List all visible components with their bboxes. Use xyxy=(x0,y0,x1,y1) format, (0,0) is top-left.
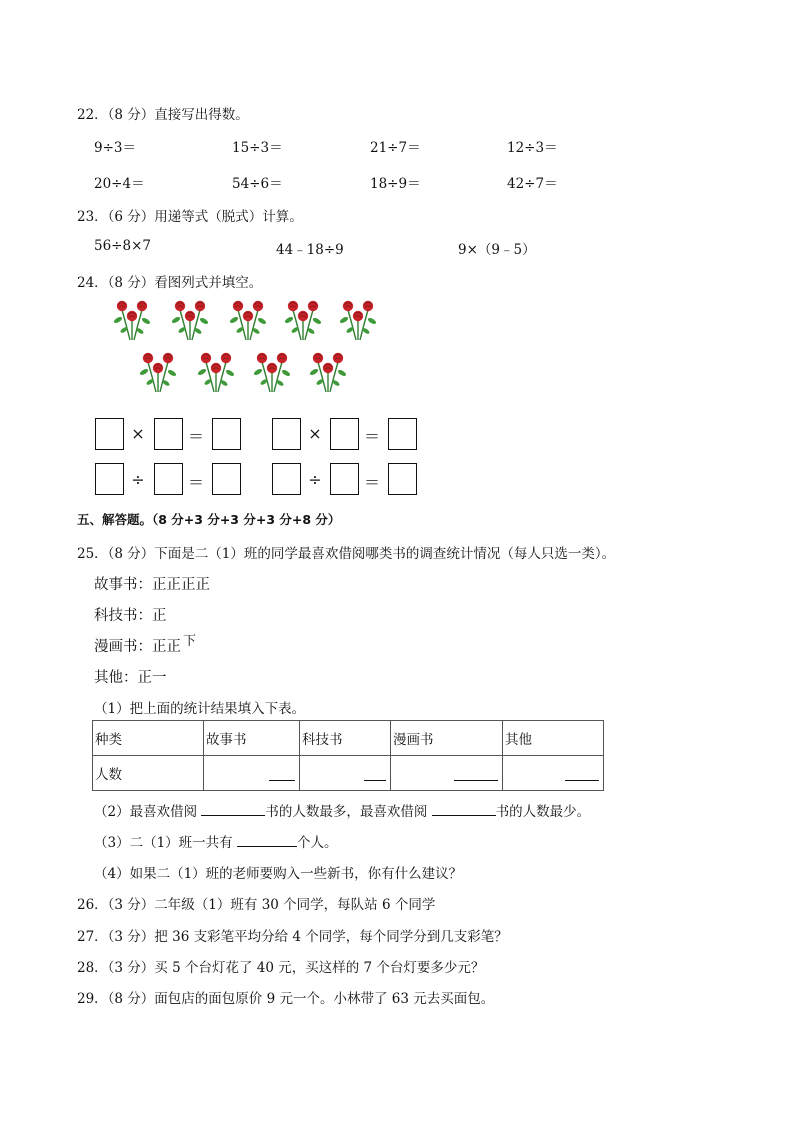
q22-title: 22．（8 分）直接写出得数。 xyxy=(77,107,249,123)
tally-science xyxy=(94,604,167,625)
q22-item: 9÷3＝ xyxy=(94,140,136,156)
answer-box[interactable] xyxy=(154,418,183,450)
q23-item: 9×（9﹣5） xyxy=(458,242,536,258)
tally-label: 漫画书： xyxy=(94,639,152,655)
answer-box[interactable] xyxy=(212,463,241,495)
table-header-cell: 漫画书 xyxy=(391,721,503,756)
answer-box[interactable] xyxy=(388,418,417,450)
tally-marks: 正正正正 xyxy=(152,577,210,593)
q25-sub4: （4）如果二（1）班的老师要购入一些新书，你有什么建议？ xyxy=(94,866,463,882)
tally-story xyxy=(94,573,210,594)
table-header-row xyxy=(93,721,604,756)
blank-line[interactable] xyxy=(237,832,297,847)
q22-item: 21÷7＝ xyxy=(370,140,421,156)
q22-item: 15÷3＝ xyxy=(232,140,283,156)
q29-text: 29．（8 分）面包店的面包原价 9 元一个。小林带了 63 元去买面包。 xyxy=(77,991,495,1007)
rose-flowers-picture xyxy=(100,292,400,410)
tally-label: 故事书： xyxy=(94,577,152,593)
q23-item: 44﹣18÷9 xyxy=(276,242,344,258)
statistics-table xyxy=(92,720,604,791)
tally-label: 科技书： xyxy=(94,608,152,624)
blank-line[interactable] xyxy=(432,801,496,816)
tally-marks: 正 xyxy=(152,608,167,624)
answer-box[interactable] xyxy=(330,418,359,450)
tally-partial-mark: 下 xyxy=(183,634,197,649)
equals-sign: ＝ xyxy=(187,473,204,492)
table-row xyxy=(93,756,604,791)
table-header-cell: 故事书 xyxy=(204,721,300,756)
equals-sign: ＝ xyxy=(363,427,380,446)
equals-sign: ＝ xyxy=(187,427,204,446)
q23-title: 23．（6 分）用递等式（脱式）计算。 xyxy=(77,209,303,225)
q22-item: 42÷7＝ xyxy=(507,176,558,192)
q28-text: 28．（3 分）买 5 个台灯花了 40 元，买这样的 7 个台灯要多少元？ xyxy=(77,960,485,976)
times-sign: × xyxy=(308,424,322,443)
answer-box[interactable] xyxy=(212,418,241,450)
q24-title: 24．（8 分）看图列式并填空。 xyxy=(77,275,263,291)
table-row-label: 人数 xyxy=(93,756,204,791)
q25-sub3 xyxy=(94,831,337,851)
q25-sub3-text: （3）二（1）班一共有 xyxy=(94,835,237,851)
q25-title: 25．（8 分）下面是二（1）班的同学最喜欢借阅哪类书的调查统计情况（每人只选一类）。 xyxy=(77,546,616,562)
flower-group-bottom-row xyxy=(139,353,347,392)
answer-box[interactable] xyxy=(272,463,301,495)
q25-sub2-text: 书的人数最多，最喜欢借阅 xyxy=(265,804,432,820)
tally-marks: 正正 xyxy=(152,639,181,655)
tally-marks: 正一 xyxy=(137,670,167,686)
answer-box[interactable] xyxy=(95,418,124,450)
equals-sign: ＝ xyxy=(363,473,380,492)
q25-sub2-text: 书的人数最少。 xyxy=(495,804,591,820)
answer-box[interactable] xyxy=(154,463,183,495)
times-sign: × xyxy=(131,424,145,443)
q26-text: 26．（3 分）二年级（1）班有 30 个同学，每队站 6 个同学 xyxy=(77,897,436,913)
table-header-cell: 其他 xyxy=(503,721,604,756)
q23-item: 56÷8×7 xyxy=(94,238,151,254)
table-header-cell: 科技书 xyxy=(300,721,391,756)
tally-other xyxy=(94,666,167,687)
q25-sub3-text: 个人。 xyxy=(296,835,338,851)
tally-label: 其他： xyxy=(94,670,138,686)
answer-box[interactable] xyxy=(388,463,417,495)
table-answer-cell[interactable] xyxy=(391,756,503,791)
divide-sign: ÷ xyxy=(131,470,145,489)
answer-box[interactable] xyxy=(95,463,124,495)
q25-sub2-text: （2）最喜欢借阅 xyxy=(94,804,202,820)
q25-sub1: （1）把上面的统计结果填入下表。 xyxy=(94,701,306,717)
q25-sub2 xyxy=(94,800,590,820)
q22-item: 12÷3＝ xyxy=(507,140,558,156)
tally-comic xyxy=(94,635,196,656)
section-title: 五、解答题。（8 分+3 分+3 分+3 分+8 分） xyxy=(77,512,341,527)
flower-group-top-row xyxy=(113,301,377,340)
answer-box[interactable] xyxy=(330,463,359,495)
table-header-cell: 种类 xyxy=(93,721,204,756)
q22-item: 18÷9＝ xyxy=(370,176,421,192)
table-answer-cell[interactable] xyxy=(204,756,300,791)
divide-sign: ÷ xyxy=(308,470,322,489)
q27-text: 27．（3 分）把 36 支彩笔平均分给 4 个同学，每个同学分到几支彩笔？ xyxy=(77,929,508,945)
table-answer-cell[interactable] xyxy=(503,756,604,791)
table-answer-cell[interactable] xyxy=(300,756,391,791)
q22-item: 54÷6＝ xyxy=(232,176,283,192)
q22-item: 20÷4＝ xyxy=(94,176,145,192)
blank-line[interactable] xyxy=(201,801,265,816)
answer-box[interactable] xyxy=(272,418,301,450)
